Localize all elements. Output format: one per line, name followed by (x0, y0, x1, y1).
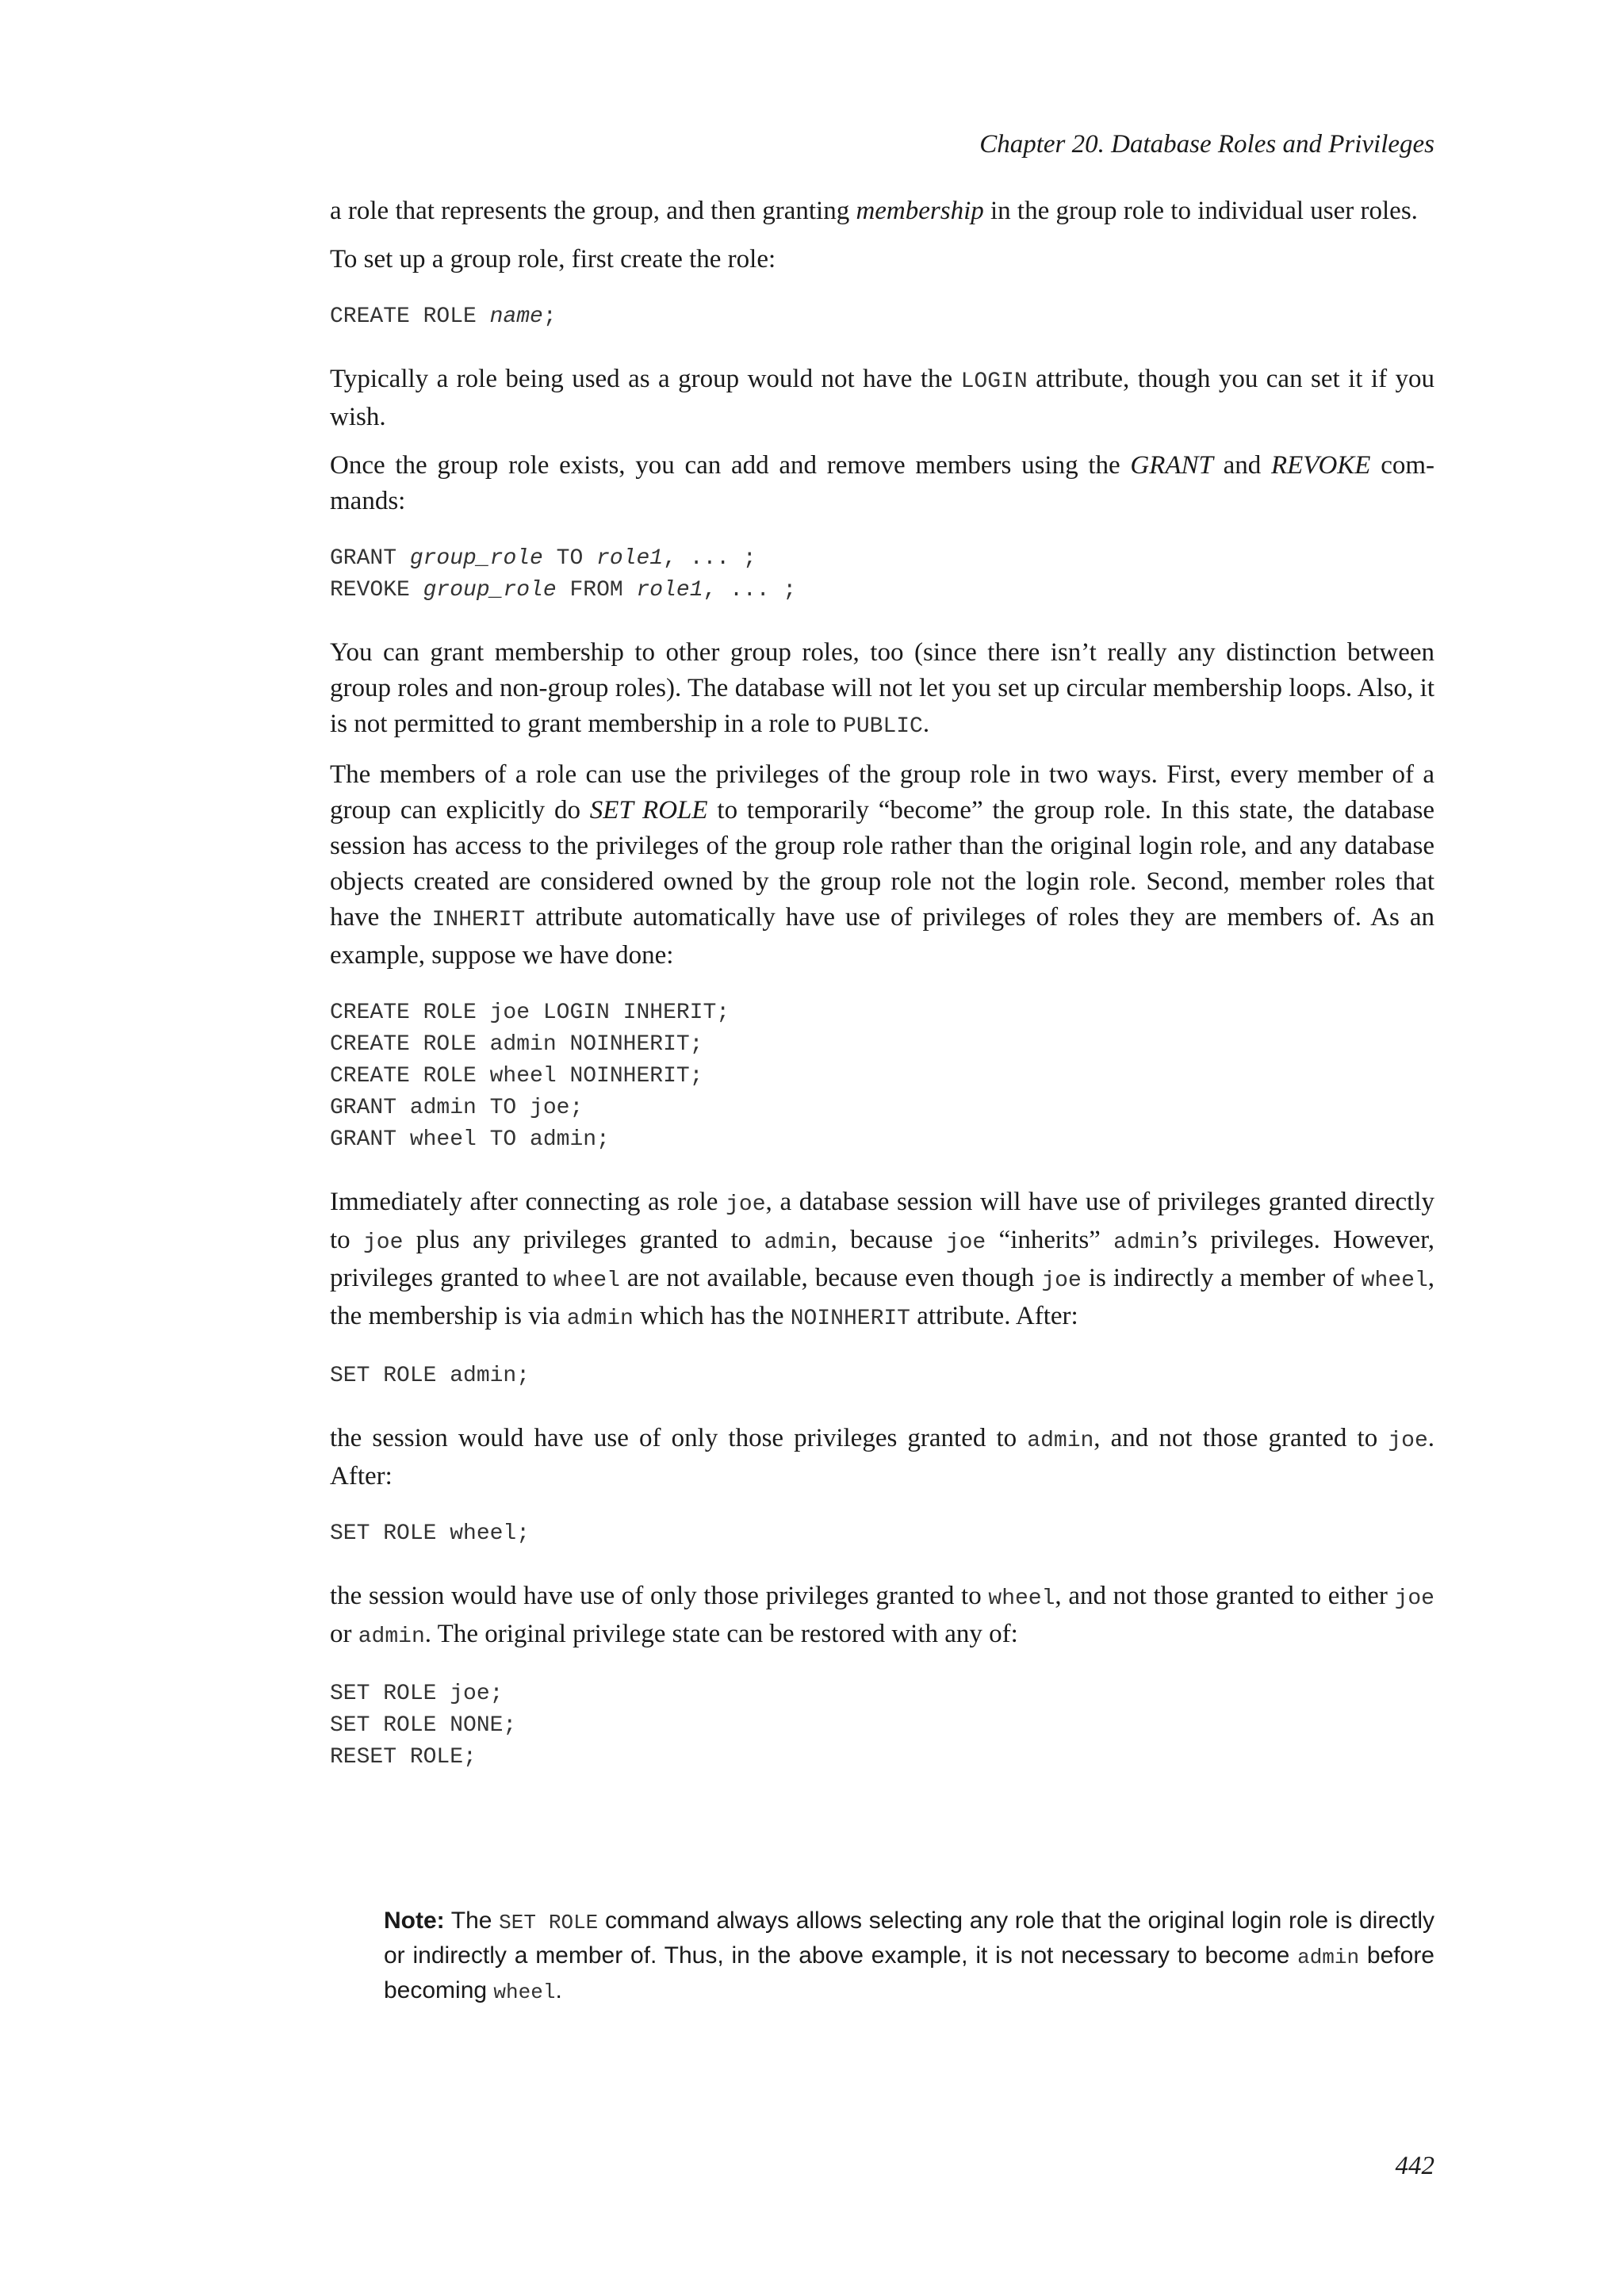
code-block-set-role-wheel: SET ROLE wheel; (330, 1521, 530, 1546)
paragraph-group-role-intro: a role that represents the group, and then granting membership in the group role to individual user roles. (330, 197, 1418, 225)
emphasis-membership: membership (856, 197, 984, 225)
inline-code-public: PUBLIC (843, 714, 923, 739)
inline-code-inherit: INHERIT (431, 908, 526, 932)
code-block-example-roles: CREATE ROLE joe LOGIN INHERIT; CREATE ROLE admin NOINHERIT; CREATE ROLE wheel NOINHERIT; GRANT admin TO joe; GRANT wheel TO admin; (330, 1001, 730, 1152)
paragraph-setup: To set up a group role, first create the role: (330, 245, 776, 274)
page-number: 442 (1395, 2152, 1434, 2180)
paragraph-inherit-explanation: Immediately after connecting as role joe, a database session will have use of privileges granted directly to joe plus any privileges granted to admin, because joe “inherits” admin’s privileges. However, privileges granted to wheel are not available, because even though joe is indirectly a member of wheel, the membership is via admin which has the NOINHERIT attribute. After: (330, 1188, 1434, 1331)
note-label: Note: (384, 1908, 445, 1934)
note-box: Note: The SET ROLE command always allows selecting any role that the original login role is directly or indirectly a member of. Thus, in the above example, it is not necessary to become admin before becoming wheel. (384, 1908, 1435, 2004)
code-block-restore-role: SET ROLE joe; SET ROLE NONE; RESET ROLE; (330, 1682, 517, 1770)
running-header: Chapter 20. Database Roles and Privileges (979, 130, 1434, 159)
paragraph-privileges-two-ways: The members of a role can use the privileges of the group role in two ways. First, every member of a group can explicitly do SET ROLE to temporarily “become” the group role. In this state, the database session has access to the privileges of the group role rather than the original login role, and any database objects created are considered owned by the group role not the login role. Second, member roles that have the INHERIT attribute automatically have use of privileges of roles they are members of. As an example, suppose we have done: (330, 760, 1435, 970)
paragraph-after-wheel: the session would have use of only those privileges granted to wheel, and not those granted to either joe or admin. The original privilege state can be restored with any of: (330, 1582, 1434, 1649)
paragraph-login-attribute: Typically a role being used as a group would not have the LOGIN attribute, though you can set it if you wish. (330, 365, 1434, 431)
link-set-role[interactable]: SET ROLE (589, 796, 708, 825)
link-grant[interactable]: GRANT (1130, 451, 1213, 480)
paragraph-membership-loops: You can grant membership to other group roles, too (since there isn’t really any distinction between group roles and non-group roles). The database will not let you set up circular membership loops. Also, it is not permitted to grant membership in a role to PUBLIC. (330, 638, 1434, 739)
code-block-set-role-admin: SET ROLE admin; (330, 1364, 530, 1388)
link-revoke[interactable]: REVOKE (1270, 451, 1371, 480)
paragraph-grant-revoke: Once the group role exists, you can add and remove members using the GRANT and REVOKE com-mands: (330, 451, 1434, 515)
code-block-create-role: CREATE ROLE name; (330, 304, 557, 329)
code-block-grant-revoke: GRANT group_role TO role1, ... ; REVOKE group_role FROM role1, ... ; (330, 546, 797, 603)
body-column (330, 193, 1434, 1802)
inline-code-login: LOGIN (960, 369, 1028, 394)
paragraph-after-admin: the session would have use of only those privileges granted to admin, and not those granted to joe. After: (330, 1424, 1435, 1490)
